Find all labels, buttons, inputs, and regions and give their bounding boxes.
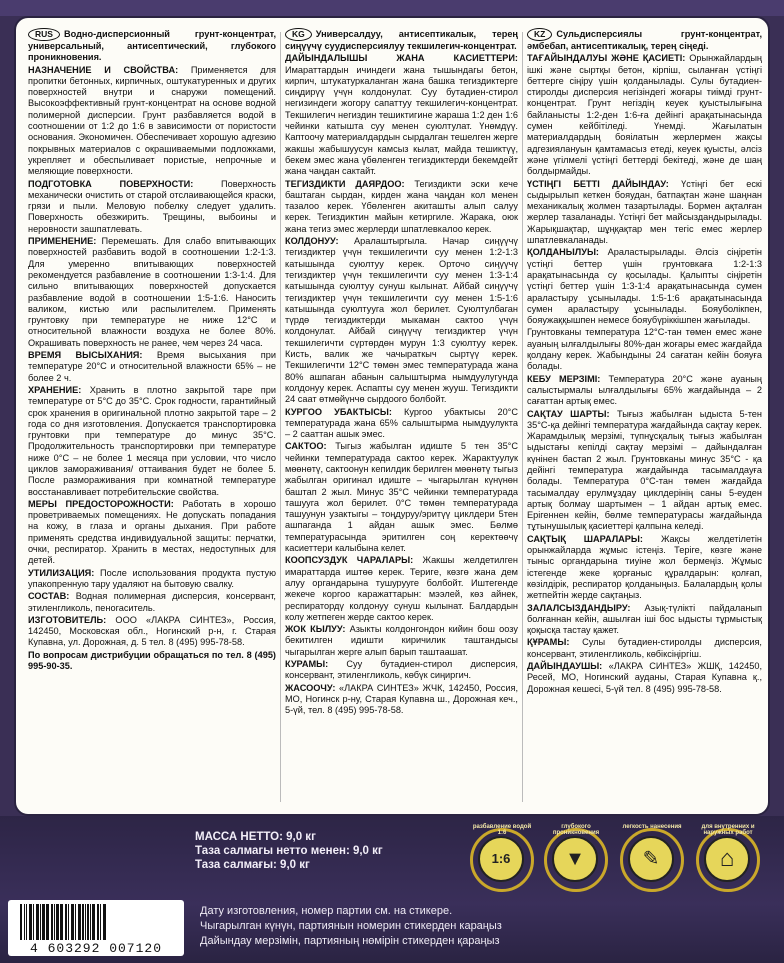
column-kz (527, 28, 762, 808)
barcode-stripe (71, 904, 74, 940)
kg-intro: Универсалдуу, антисептикалык, терең сиңүүчү суудисперсиялуу текшилегич-концентрат. (285, 29, 518, 51)
rus-safety-heading: МЕРЫ ПРЕДОСТОРОЖНОСТИ: (28, 498, 174, 509)
kg-prep-heading: ТЕГИЗДИКТИ ДАЯРДОО: (285, 178, 405, 189)
rus-storage-text: Хранить в плотно закрытой таре при температуре от 5°С до 35°С. Срок годности, гарантийный срок хранения в оригинальной плотно закрытой таре – 2 года со дня изготовления. Допускается транспортировка грунтовки при температуре до минус 35°С. Продолжительность транспортировки при температуре ниже 0°С – не более 1 месяца при условии, что число циклов замораживания/ оттаивания будет не более 5. После размораживания при комнатной температуре восстанавливает потребительские свойства. (28, 384, 276, 497)
kg-drying-heading: КУРГОО УБАКТЫСЫ: (285, 406, 392, 417)
rus-drying-heading: ВРЕМЯ ВЫСЫХАНИЯ: (28, 350, 143, 361)
kz-prep-text: Үстіңгі бет ескі сыдырылып кеткен бояудан, батпақтан және шаңнан механикалық жолмен тазартылады. Бормен ақталған жерлер тазаланады. Үстіңгі бет майсыздандырылады. Жарықшақтар, шұңқақтар мен тегіс емес жерлер шпатлевкаланады. (527, 178, 762, 246)
barcode (8, 900, 184, 956)
barcode-stripe (87, 904, 89, 940)
kz-purpose-text: Орынжайлардың ішкі және сыртқы бетон, кірпіш, сыланған үстіңгі беттерге сіңіру үшін қолданылады. Сулы бутадиен-стиролды дисперсия негізіндегі жоғары тиімді грунт-концентрат. Грунт негіздің кеуек қуыстылығына байланысты 1:2-ден 1:6-ға дейінгі арақатынасында сумен кейбітіледі. Үнемді. Жағылатын материалдардың бояілатын жерлермен жақсы адгезиялануын қамтамасыз етеді, кеуек қуысты, әлсіз және үгілмелі үстіңгі беттерді бекітеді, және де шаң болдырмайды. (527, 53, 762, 177)
kg-disposal-heading: ЖОК КЫЛУУ: (285, 624, 346, 635)
barcode-stripe (78, 904, 81, 940)
rus-manufacturer-text: ООО «ЛАКРА СИНТЕЗ», Россия, 142450, Московская обл., Ногинский р-н, г. Старая Купавна, ул. Дорожная, д. 5 тел. 8 (495) 995-78-58. (28, 614, 276, 648)
kz-disposal-text: Азық-түлікті пайдаланып болғаннан кейін, ашылған іші бос ыдысты тұрмыстық қоқысқа тастау қажет. (527, 602, 762, 636)
barcode-stripe (40, 904, 41, 940)
kz-safety-text: Жақсы желдетілетін орынжайларда жұмыс істеңіз. Теріге, көзге және тыныс органдарына тиуіне жол бермеңіз. Жұмыс істегенде жеке қорғаныс құралдарын: қолғап, көзілдірік, респиратор қолданыңыз. Балалардың қолы жетпейтін жерде сақтаңыз. (527, 533, 762, 601)
net-weight-kz: Таза салмағы: 9,0 кг (195, 859, 310, 871)
kz-safety-heading: САҚТЫҚ ШАРАЛАРЫ: (527, 533, 643, 544)
barcode-stripe (20, 904, 22, 940)
barcode-stripe (29, 904, 32, 940)
kz-storage-text: Тығыз жабылған ыдыста 5-тен 35°С-қа дейінгі температура жағдайында сақтау керек. Жарамдылық мерзімі, түпнұсқалық тығыз жабылған ыдыстағы кепілді сақтау мерзімі – дайындалған күнінен бастап 2 жыл. Грунтовканы минус 35°С - қа дейінгі температура жағдайында тасымалдауға болады. Температура 0°С-тан төмен жағдайда тасымалдау ерулмұздау циклдерінің саны 5-еуден артық болмау шартымен – 1 айдан артық емес. Ерігеннен кейін, бөлме температурасы жағдайында тұтынушылық қасиеттері қалпына келеді. (527, 408, 762, 532)
kz-drying-heading: КЕБУ МЕРЗІМІ: (527, 373, 601, 384)
barcode-bars (18, 904, 174, 940)
rus-intro: Водно-дисперсионный грунт-концентрат, универсальный, антисептический, глубокого проникновения. (28, 29, 276, 63)
column-divider (522, 32, 523, 802)
date-note-kz: Дайындау мерзімін, партияның нөмірін стикерден қараңыз (200, 935, 500, 947)
production-date-note (200, 904, 502, 949)
net-weight-ru: МАССА НЕТТО: 9,0 кг (195, 831, 316, 843)
rus-composition-heading: СОСТАВ: (28, 591, 70, 602)
top-border (0, 0, 784, 16)
kz-storage-heading: САҚТАУ ШАРТЫ: (527, 408, 610, 419)
kg-application-text: Аралаштыргыла. Начар сиңүүчү тегиздиктер үчүн текшилегичти суу менен 1:2-1:3 катышында суюлтуу керек. Орточо сиңүүчү тегиздиктер үчүн текшилегичти суу менен 1:3-1:4 катышында суюлтуу сунуш кылынат. Айбай сиңүүчү тегиздиктер үчүн текшилегичти суу менен 1:5-1:6 катышында суюлтууга жол берилет. Суюлтулбаган түрдө тегиздиктерди мыкаман сактоо үчүн колдонулат. Айбай сиңүүчү тегиздиктер үчүн текшилегичти сүртөрдөн мурун 1:3 суюлтуу керек. Кисть, валик же чачыраткыч сыртүү керек. Текшилегичти 12°С төмөн эмес температурада жана 80% ашпаган абанын салыштырма нымдуулугунда колдонуу керек. Аспапты суу менен жууш. Тегиздикти 24 саат өтмөйүнчө сырдоого болбойт. (285, 236, 518, 405)
barcode-stripe (75, 904, 76, 940)
barcode-stripe (51, 904, 53, 940)
rus-disposal-text: После использования продукта пустую упакопренную тару удаляют на бытовую свалку. (28, 567, 276, 589)
kz-prep-heading: ҮСТІҢГІ БЕТТІ ДАЙЫНДАУ: (527, 178, 669, 189)
barcode-stripe (92, 904, 95, 940)
kz-composition-heading: ҚҰРАМЫ: (527, 637, 570, 648)
barcode-stripe (60, 904, 63, 940)
kg-safety-text: Жакшы желдетилген имараттарда иштөө керек. Теригe, көзгө жана дем алуу органдарына тушурууге болбойт. Иштегенде жекече коргоо каражаттарын: мээлей, көз айнек, респиратордү колдонуу сунуш кылынат. Балдардын колу жетпеген жерде сактоо керек. (285, 555, 518, 622)
barcode-stripe (103, 904, 106, 940)
dilution-icon: 1:6 разбавление водой 1:6 (470, 828, 534, 892)
rus-application-heading: ПРИМЕНЕНИЕ: (28, 236, 97, 247)
barcode-stripe (33, 904, 34, 940)
rus-composition-text: Водная полимерная дисперсия, консервант, этиленгликоль, пеногаситель. (28, 591, 276, 613)
deep-penetration-icon: ▼ глубокого проникновения (544, 828, 608, 892)
lang-badge-rus: RUS (28, 28, 60, 41)
kg-prep-text: Тегиздикти эски кече баштаган сырдан, кирден жана чаңдан кол менен тазалоо керек. Үбөленген акиташты алып салуу керек. Тегиздиктин майын кетиргиле. Жарака, оюк жана тегиз эмес жерлерди шпатлевкалоо керек. (285, 178, 518, 234)
barcode-stripe (56, 904, 59, 940)
kg-drying-text: Кургоо убактысы 20°С температурада жана 65% салыштырма нымдуулукта – 2 сааттан ашык эмес. (285, 406, 518, 440)
rus-purpose-heading: НАЗНАЧЕНИЕ И СВОЙСТВА: (28, 64, 179, 75)
kg-purpose-text: Имараттардын ичиндеги жана тышындагы бетон, кирпич, штукатуркаланган жана башка тегиздиктерге сиңдирүү үчүн колдонулат. Суу бутадиен-стирол негизиндеги жогору сапаттуу текшилегич-концентрат. Текшилегич негиздин тешиктигине жараша 1:2 ден 1:6 чейинки катышта суу менен суюлтулат. Үнөмдүү. Каптоочу материалдардын сырдалган тешелген жерге жакшы жабышуусун камсыз кылат, майда тешиктүү, бекем эмес жана үбөленген тегиздиктерди бекемдейт жана чаңдан сактайт. (285, 64, 518, 177)
bottom-band (0, 816, 784, 963)
lang-badge-kz: KZ (527, 28, 552, 41)
barcode-stripe (85, 904, 86, 940)
kg-application-heading: КОЛДОНУУ: (285, 236, 339, 247)
rus-drying-text: Время высыхания при температуре 20°С и относительной влажности 65% – не более 2 ч. (28, 350, 276, 383)
kg-purpose-heading: ДАЙЫНДАЛЫШЫ ЖАНА КАСИЕТТЕРИ: (285, 53, 518, 64)
rus-purpose-text: Применяется для пропитки бетонных, кирпичных, оштукатуренных и других поверхностей внутри и снаружи помещений. Высокоэффективный грунт-концентрат на основе водной полимерной дисперсии. Грунт разбавляется водой в соотношении от 1:2 до 1:6 в зависимости от пористости основания. Экономичен. Обеспечивает хорошую адгезию покрывных материалов с окрашиваемыми подложками, укрепляет и обеспыливает пористые, непрочные и меляющие поверхности. (28, 64, 276, 177)
label-text-panel (14, 16, 770, 816)
kz-disposal-heading: ЗАЛАЛСЫЗДАНДЫРУ: (527, 602, 631, 613)
rus-distribution-contact: По вопросам дистрибуции обращаться по тел. 8 (495) 995-90-35. (28, 649, 276, 672)
brush-application-icon: ✎ легкость нанесения (620, 828, 684, 892)
kg-manufacturer-heading: ЖАСООЧУ: (285, 682, 336, 693)
rus-application-text: Перемешать. Для слабо впитывающих поверхностей разбавить водой в соотношении 1:2-1:3. Для умеренно впитывающих поверхностей рекомендуется разбавление в соотношении 1:3-1:4. Для сильно впитывающих поверхностей допускается разбавление водой в соотношении 1:5-1:6. Наносить валиком, кистью или распылителем. Применять грунтовку при температуре не ниже 12°С и относительной влажности воздуха не более 80%. Окрашивать поверхность не ранее, чем через 24 часа. (28, 236, 276, 348)
barcode-stripe (26, 904, 27, 940)
barcode-stripe (36, 904, 39, 940)
column-rus (28, 28, 276, 808)
column-divider (280, 32, 281, 802)
kz-intro: Сульдисперсиялы грунт-концентрат, әмбебап, антисептикалық, терең сіңеді. (527, 29, 762, 51)
barcode-stripe (100, 904, 101, 940)
net-weight-block (195, 830, 383, 872)
rus-manufacturer-heading: ИЗГОТОВИТЕЛЬ: (28, 614, 107, 625)
kg-disposal-text: Азыкты колдонгондон кийин бош оозу бекитилген идишти киричилик таштандысы чыгарылган жерге алып барып таштаашат. (285, 624, 518, 657)
kz-application-heading: ҚОЛДАНЫЛУЫ: (527, 247, 599, 258)
date-note-ru: Дату изготовления, номер партии см. на стикере. (200, 905, 453, 917)
barcode-stripe (97, 904, 99, 940)
barcode-stripe (24, 904, 25, 940)
kz-drying-text: Температура 20°С және ауаның салыстырмалы ылғалдылығы 65% жағдайында – 2 сағаттан артық емес. (527, 373, 762, 407)
rus-storage-heading: ХРАНЕНИЕ: (28, 384, 82, 395)
barcode-stripe (42, 904, 45, 940)
kz-manufacturer-heading: ДАЙЫНДАУШЫ: (527, 661, 603, 672)
kz-application-text-2: Грунтовканы температура 12°С-тан төмен емес және ауаның ылғалдылығы 80%-дан жоғары емес жағдайда қолдану керек. Жабындыны 24 сағатан кейін бояуға болады. (527, 327, 762, 372)
feature-icons (468, 826, 768, 906)
kg-composition-text: Суу бутадиен-стирол дисперсия, консервант, этиленгликоль, көбүк сиңиргич. (285, 659, 518, 681)
barcode-stripe (90, 904, 91, 940)
kg-manufacturer-text: «ЛАКРА СИНТЕЗ» ЖЧК, 142450, Россия, МО, Ногинск р-ну, Старая Купавна ш., Дорожная кеч., 5-үй, тел. 8 (495) 995-78-58. (285, 682, 518, 716)
barcode-stripe (65, 904, 67, 940)
kz-manufacturer-text: «ЛАКРА СИНТЕЗ» ЖШҚ, 142450, Ресей, МО, Ногинский ауданы, Старая Купавна қ., Дорожная кешесі, 5-үй тел. 8 (495) 995-78-58. (527, 661, 762, 694)
barcode-stripe (68, 904, 69, 940)
lang-badge-kg: KG (285, 28, 312, 41)
kz-application-text: Араластырылады. Әлсіз сіңіретін үстіңгі беттер үшін грунтовкаға 1:2-1:3 арақатынасында су қосылады. Қалыпты сіңіретін үстіңгі беттер үшін 1:3-1:4 арақатынасында сумен араластыру ұсынылады. 1:5-1:6 арақатынасында сумен араластыру ұсынылады. Бояуболікпен, бояужаққышпен немесе бояубүріккішпен жағылады. (527, 247, 762, 326)
net-weight-kg: Таза салмагы нетто менен: 9,0 кг (195, 845, 383, 857)
kg-safety-heading: КООПСУЗДУК ЧАРАЛАРЫ: (285, 555, 414, 566)
barcode-stripe (54, 904, 55, 940)
kg-storage-heading: САКТОО: (285, 441, 327, 452)
column-kg (285, 28, 518, 808)
kz-purpose-heading: ТАҒАЙЫНДАЛУЫ ЖӘНЕ ҚАСИЕТІ: (527, 53, 686, 64)
rus-prep-heading: ПОДГОТОВКА ПОВЕРХНОСТИ: (28, 178, 194, 189)
barcode-number: 4 603292 007120 (29, 941, 163, 956)
rus-prep-text: Поверхность механически очистить от старой отслаивающейся краски, грязи и пыли. Меловую побелку следует удалить. Поверхность обезжирить. Трещины, выбоины и неровности зашпатлевать. (28, 178, 276, 234)
barcode-stripe (82, 904, 84, 940)
date-note-kg: Чыгарылган күнүн, партиянын номерин стикерден караңыз (200, 920, 502, 932)
kg-storage-text: Тыгыз жабылган идиште 5 тен 35°С чейинки температурада сактоо керек. Жарактуулук мөөнөтү, сактоонун кепилдик берилген мөөнөтү тыгыз жабылган оригинал идиште – чыгарылган күнүнөн баштап 2 жыл. Минус 35°С чейинки температурада ташууга жол берилет. 0°С төмөн температурада ташуунун узактыгы – тоңдуруу/эритүү циклдери 5тен ашпаганда 1 айдан ашык эмес. Бөлмө температурасында эритилген соң керектөөчү касиеттери калыбына келет. (285, 441, 518, 554)
rus-disposal-heading: УТИЛИЗАЦИЯ: (28, 567, 95, 578)
house-indoor-outdoor-icon: ⌂ для внутренних и наружных работ (696, 828, 760, 892)
kz-composition-text: Сулы бутадиен-стиролды дисперсия, консервант, этиленгликоль, көбіксіңіргіш. (527, 637, 762, 659)
rus-safety-text: Работать в хорошо проветриваемых помещениях. Не допускать попадания на кожу, в глаза и органы дыхания. При работе применять средства индивидуальной защиты: перчатки, очки, респиратор. Хранить в местах, недоступных для детей. (28, 498, 276, 566)
kg-composition-heading: КУРАМЫ: (285, 659, 329, 670)
barcode-stripe (46, 904, 49, 940)
